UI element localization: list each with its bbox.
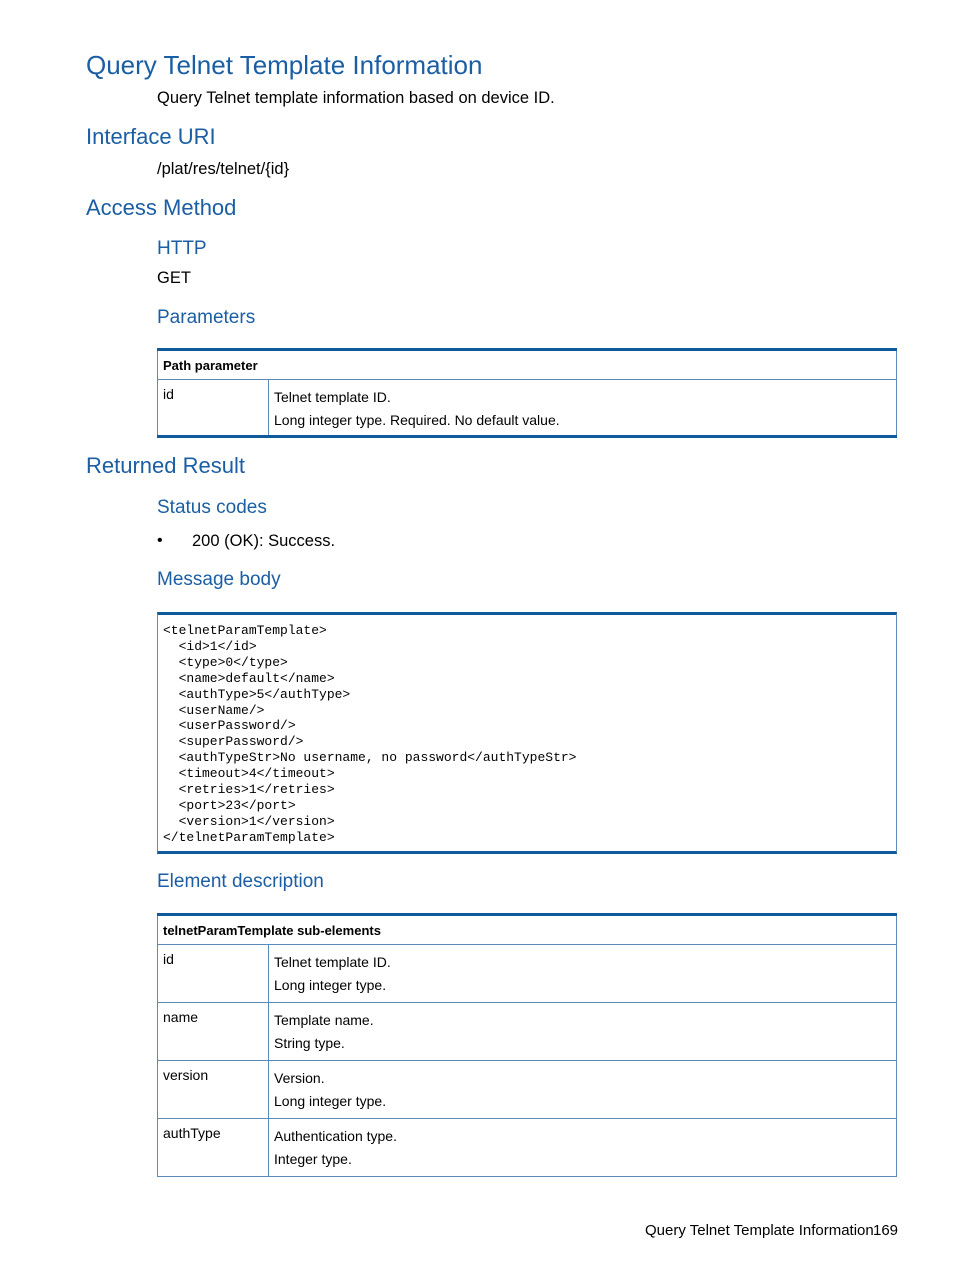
element-description-line2: Long integer type. xyxy=(274,1093,387,1109)
table-row xyxy=(158,1061,897,1119)
returned-result-heading: Returned Result xyxy=(86,453,245,478)
footer-section-title: Query Telnet Template Information xyxy=(645,1222,874,1239)
element-description-line1: Version. xyxy=(274,1070,325,1086)
http-method: GET xyxy=(157,269,191,287)
element-description-line2: String type. xyxy=(274,1035,345,1051)
http-heading: HTTP xyxy=(157,238,207,259)
table-row xyxy=(158,380,897,437)
elements-table xyxy=(157,913,897,1177)
parameters-table-header-row xyxy=(158,350,897,380)
element-description-heading: Element description xyxy=(157,871,324,892)
param-description xyxy=(269,380,897,437)
status-code-text: 200 (OK): Success. xyxy=(192,532,336,550)
table-row xyxy=(158,1119,897,1177)
interface-uri-heading: Interface URI xyxy=(86,124,216,149)
element-name: name xyxy=(158,1003,269,1061)
element-description xyxy=(269,945,897,1003)
interface-uri-value: /plat/res/telnet/{id} xyxy=(157,160,290,178)
intro-text: Query Telnet template information based on device ID. xyxy=(157,89,555,107)
element-description-line2: Integer type. xyxy=(274,1151,352,1167)
element-description xyxy=(269,1119,897,1177)
element-description-line1: Telnet template ID. xyxy=(274,954,391,970)
elements-table-header: telnetParamTemplate sub-elements xyxy=(158,915,897,945)
parameters-table-header: Path parameter xyxy=(158,350,897,380)
element-description xyxy=(269,1061,897,1119)
parameters-table xyxy=(157,348,897,438)
message-body-heading: Message body xyxy=(157,569,281,590)
param-description-line2: Long integer type. Required. No default value. xyxy=(274,412,560,428)
param-description-line1: Telnet template ID. xyxy=(274,389,391,405)
access-method-heading: Access Method xyxy=(86,195,237,220)
element-description xyxy=(269,1003,897,1061)
element-name: id xyxy=(158,945,269,1003)
status-codes-heading: Status codes xyxy=(157,497,267,518)
element-name: version xyxy=(158,1061,269,1119)
page-title: Query Telnet Template Information xyxy=(86,50,483,80)
elements-table-header-row xyxy=(158,915,897,945)
footer-page-number: 169 xyxy=(873,1222,899,1239)
element-name: authType xyxy=(158,1119,269,1177)
parameters-heading: Parameters xyxy=(157,307,256,328)
element-description-line2: Long integer type. xyxy=(274,977,387,993)
bullet-icon: • xyxy=(157,532,163,549)
element-description-line1: Template name. xyxy=(274,1012,374,1028)
table-row xyxy=(158,1003,897,1061)
param-name: id xyxy=(158,380,269,437)
table-row xyxy=(158,945,897,1003)
message-body-code: <telnetParamTemplate> <id>1</id> <type>0</type> <name>default</name> <authType>5</authType> <userName/> <userPassword/> <superPassword/> <authTypeStr>No username, no password</authTypeStr> <timeout>4</timeout> <retries>1</retries> <port>23</port> <version>1</version> </telnetParamTemplate> xyxy=(157,612,897,854)
element-description-line1: Authentication type. xyxy=(274,1128,397,1144)
